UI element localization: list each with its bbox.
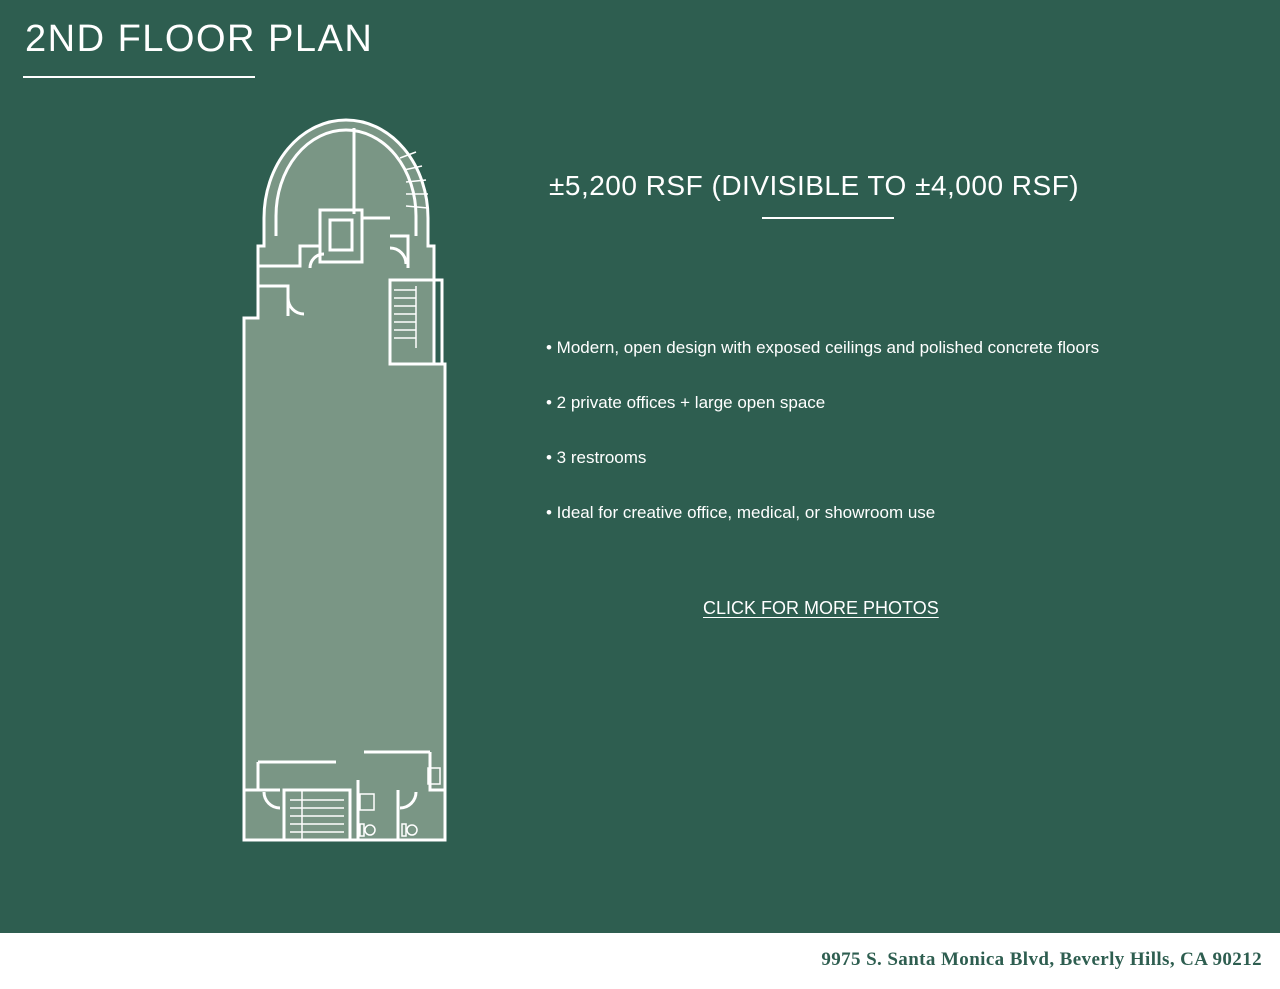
- feature-list: [546, 334, 1099, 554]
- property-address: 9975 S. Santa Monica Blvd, Beverly Hills, CA 90212: [821, 949, 1262, 970]
- floor-plan-drawing: [240, 118, 452, 846]
- more-photos-link[interactable]: CLICK FOR MORE PHOTOS: [703, 598, 939, 618]
- feature-item: • 2 private offices + large open space: [546, 393, 826, 412]
- title-underline: [23, 76, 255, 78]
- area-underline: [762, 217, 894, 219]
- feature-item: • Ideal for creative office, medical, or showroom use: [546, 503, 936, 522]
- area-heading: ±5,200 RSF (DIVISIBLE TO ±4,000 RSF): [549, 170, 1080, 201]
- page-title: 2ND FLOOR PLAN: [25, 18, 374, 60]
- feature-item: • Modern, open design with exposed ceilings and polished concrete floors: [546, 338, 1100, 357]
- footer: [0, 933, 1280, 989]
- feature-item: • 3 restrooms: [546, 448, 647, 467]
